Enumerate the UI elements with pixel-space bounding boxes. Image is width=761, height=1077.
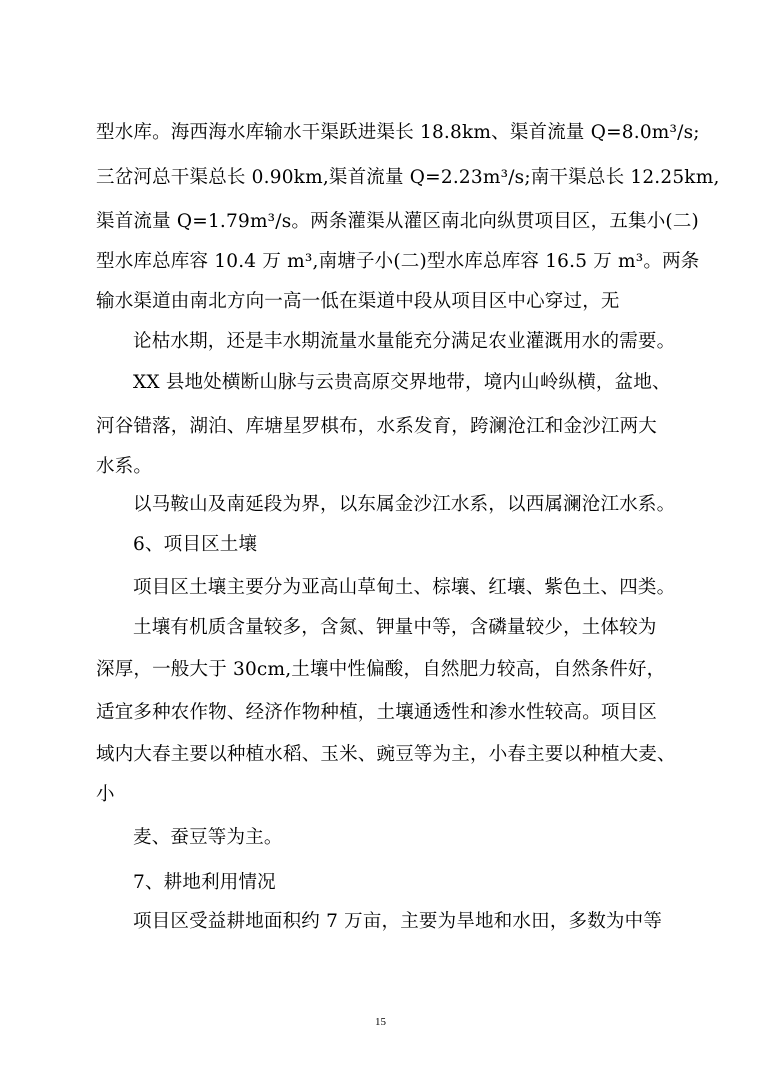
section-heading: 7、耕地利用情况 xyxy=(133,872,276,893)
paragraph-line: 适宜多种农作物、经济作物种植，土壤通透性和渗水性较高。项目区 xyxy=(96,702,658,723)
paragraph-line: 论枯水期，还是丰水期流量水量能充分满足农业灌溉用水的需要。 xyxy=(133,331,676,352)
paragraph-line: 输水渠道由南北方向一高一低在渠道中段从项目区中心穿过，无 xyxy=(96,291,620,312)
paragraph-line: 小 xyxy=(96,784,115,805)
paragraph-line: 河谷错落，湖泊、库塘星罗棋布，水系发育，跨澜沧江和金沙江两大 xyxy=(96,416,658,437)
paragraph-line: 以马鞍山及南延段为界，以东属金沙江水系，以西属澜沧江水系。 xyxy=(133,494,676,515)
paragraph-line: 型水库。海西海水库输水干渠跃进渠长 18.8km、渠首流量 Q=8.0m³/s; xyxy=(96,122,700,143)
paragraph-line: 渠首流量 Q=1.79m³/s。两条灌渠从灌区南北向纵贯项目区，五集小(二) xyxy=(96,211,699,232)
paragraph-line: 土壤有机质含量较多，含氮、钾量中等，含磷量较少，土体较为 xyxy=(133,617,657,638)
paragraph-line: XX 县地处横断山脉与云贵高原交界地带，境内山岭纵横，盆地、 xyxy=(133,372,671,393)
paragraph-line: 深厚，一般大于 30cm,土壤中性偏酸，自然肥力较高，自然条件好， xyxy=(96,659,666,680)
paragraph-line: 水系。 xyxy=(96,456,153,477)
paragraph-line: 型水库总库容 10.4 万 m³,南塘子小(二)型水库总库容 16.5 万 m³。两条 xyxy=(96,251,700,272)
page-number: 15 xyxy=(375,1016,386,1028)
paragraph-line: 项目区受益耕地面积约 7 万亩，主要为旱地和水田，多数为中等 xyxy=(133,911,663,932)
paragraph-line: 三岔河总干渠总长 0.90km,渠首流量 Q=2.23m³/s;南干渠总长 12.25km, xyxy=(96,167,720,188)
paragraph-line: 项目区土壤主要分为亚高山草甸土、棕壤、红壤、紫色土、四类。 xyxy=(133,577,676,598)
paragraph-line: 麦、蚕豆等为主。 xyxy=(133,827,283,848)
section-heading: 6、项目区土壤 xyxy=(133,534,258,555)
paragraph-line: 域内大春主要以种植水稻、玉米、豌豆等为主，小春主要以种植大麦、 xyxy=(96,744,676,765)
